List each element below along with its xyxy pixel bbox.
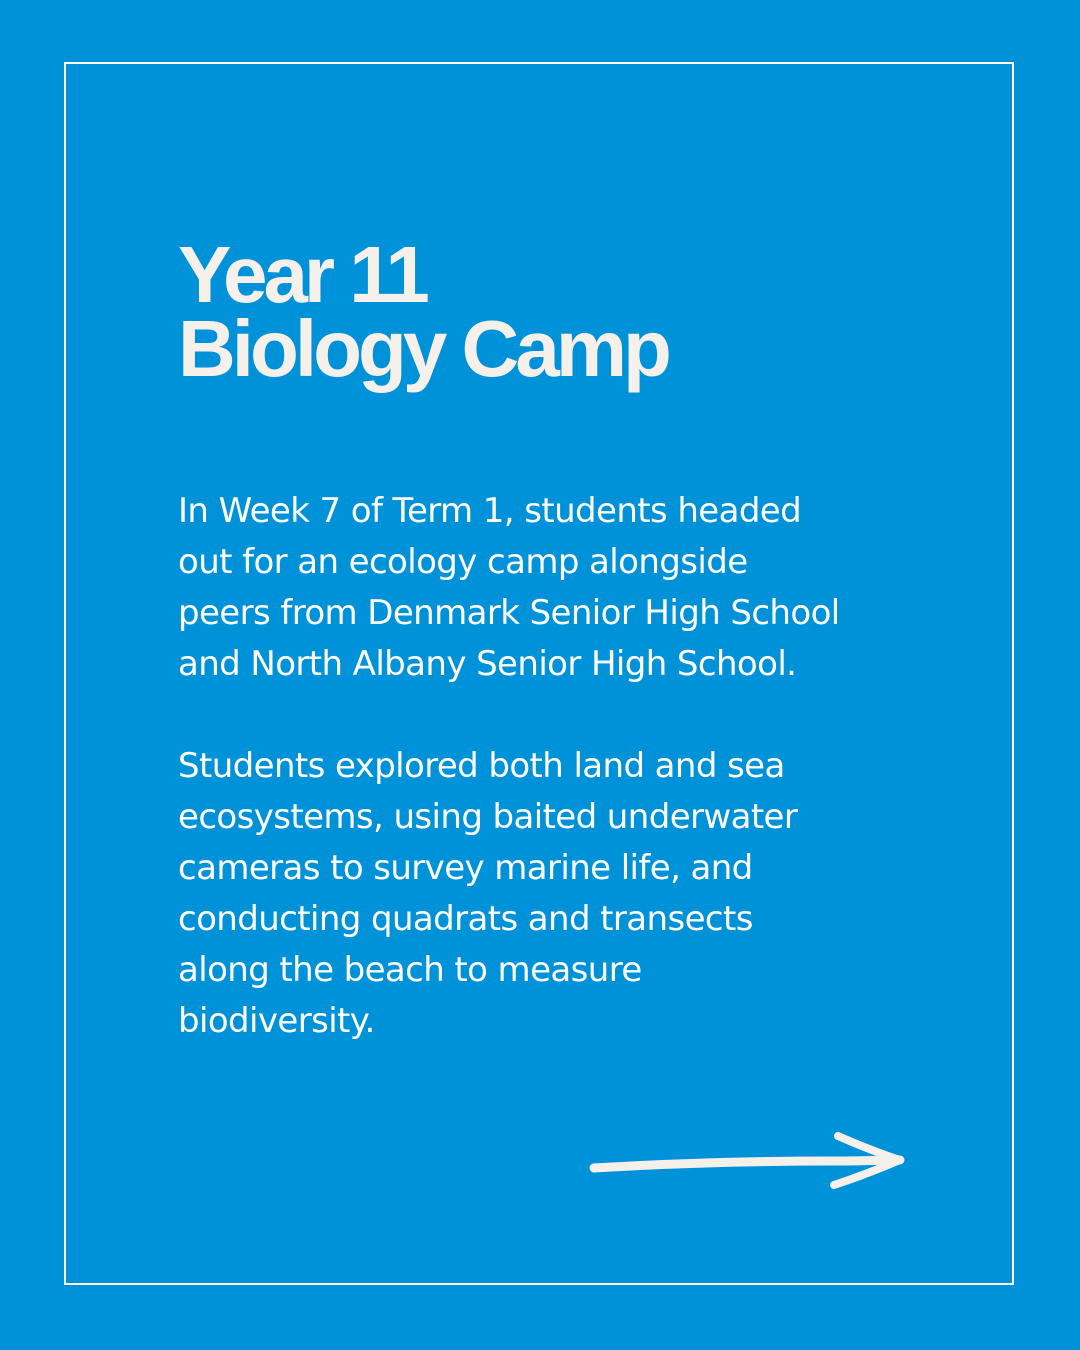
paragraph-2-line: Students explored both land and sea [178, 746, 785, 786]
paragraph-2 [178, 741, 938, 1047]
paragraph-2-line: biodiversity. [178, 1001, 375, 1041]
paragraph-2-line: cameras to survey marine life, and [178, 848, 753, 888]
title-line-2: Biology Camp [178, 304, 668, 393]
paragraph-1-line: peers from Denmark Senior High School [178, 593, 840, 633]
page-title [178, 230, 668, 393]
paragraph-1-line: out for an ecology camp alongside [178, 542, 748, 582]
title-line-1: Year 11 [178, 230, 426, 319]
paragraph-2-line: ecosystems, using baited underwater [178, 797, 798, 837]
paragraph-1-line: In Week 7 of Term 1, students headed [178, 491, 802, 531]
paragraph-1-line: and North Albany Senior High School. [178, 644, 797, 684]
paragraph-2-line: conducting quadrats and transects [178, 899, 753, 939]
arrow-right-icon [586, 1128, 908, 1192]
paragraph-1 [178, 486, 938, 690]
description-text [178, 486, 938, 1047]
next-slide-button[interactable] [586, 1128, 908, 1192]
paragraph-2-line: along the beach to measure [178, 950, 642, 990]
